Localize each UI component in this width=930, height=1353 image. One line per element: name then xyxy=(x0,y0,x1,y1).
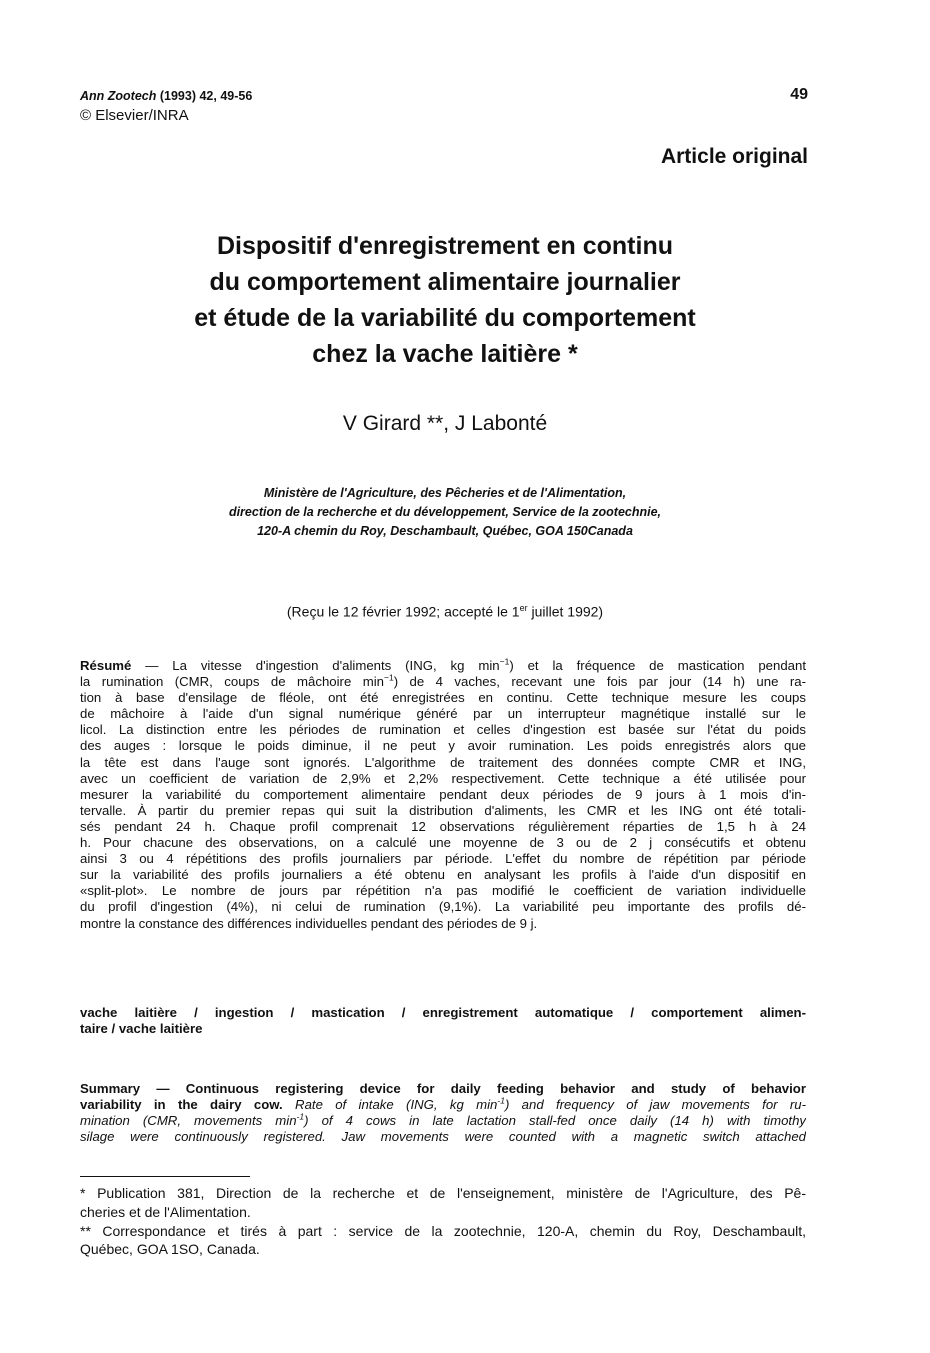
abstract-line: tion à base d'ensilage de fléole, ont été enregistrées en continu. Cette technique mesure les coups xyxy=(80,690,806,706)
summary-text: Jaw movements were counted with a magnetic switch attached xyxy=(325,1129,806,1145)
author-affiliation xyxy=(80,484,810,541)
copyright-notice: © Elsevier/INRA xyxy=(80,107,189,124)
journal-name: Ann Zootech xyxy=(80,89,157,103)
summary-text: silage were continuously registered. xyxy=(80,1129,326,1145)
abstract-line: du profil d'ingestion (4%), ni celui de rumination (9,1%). La variabilité peu importante des profils dé- xyxy=(80,899,806,915)
resume-abstract xyxy=(80,658,806,932)
resume-label: Résumé xyxy=(80,658,132,673)
received-dates xyxy=(80,598,810,622)
summary-text: Rate of intake (ING, kg min xyxy=(282,1097,498,1113)
abstract-text: — La vitesse d'ingestion d'aliments (ING, kg min xyxy=(131,658,500,673)
abstract-line: sur la variabilité des profils journaliers a été obtenu en analysant les profils à l'aide d'un dispositif en xyxy=(80,867,806,883)
affiliation-line: 120-A chemin du Roy, Deschambault, Québec, GOA 150Canada xyxy=(257,524,633,538)
affiliation-line: direction de la recherche et du développement, Service de la zootechnie, xyxy=(228,505,662,519)
page-number: 49 xyxy=(790,86,808,103)
footnote-line: ** Correspondance et tirés à part : service de la zootechnie, 120-A, chemin du Roy, Deschambault, xyxy=(80,1222,806,1239)
abstract-line: la tête est dans l'auge sont ignorés. L'algorithme de traitement des données compte CMR et ING, xyxy=(80,754,806,770)
abstract-line: mesurer la variabilité du comportement alimentaire pendant deux périodes de 9 jours à 1 mois d'in- xyxy=(80,786,806,802)
footnote-line: * Publication 381, Direction de la recherche et de l'enseignement, ministère de l'Agriculture, des Pê- xyxy=(80,1185,806,1201)
keywords-line: vache laitière / ingestion / mastication / enregistrement automatique / comportement alimen- xyxy=(80,1005,806,1020)
summary-text: mination (CMR, movements min xyxy=(80,1113,297,1129)
journal-reference: (1993) 42, 49-56 xyxy=(156,89,253,103)
abstract-line: licol. La distinction entre les périodes de rumination et celles d'ingestion est basée sur l'état du poids xyxy=(80,722,806,738)
summary-title-line: Summary — Continuous registering device for daily feeding behavior and study of behavior xyxy=(80,1081,806,1096)
received-text-end: juillet 1992) xyxy=(527,603,604,620)
abstract-text: ) et la fréquence de mastication pendant xyxy=(509,658,806,673)
abstract-line: tervalle. À partir du premier repas qui suit la distribution d'aliments, les CMR et les ING ont été totali- xyxy=(80,802,806,818)
superscript: −1 xyxy=(499,658,510,667)
footnote-line: cheries et de l'Alimentation. xyxy=(80,1203,251,1220)
summary-line xyxy=(80,1113,806,1129)
footnotes xyxy=(80,1184,806,1259)
summary-text: ) of 4 cows in late lactation stall-fed once daily (14 h) with timothy xyxy=(304,1113,806,1129)
affiliation-line: Ministère de l'Agriculture, des Pêcheries et de l'Alimentation, xyxy=(263,486,627,500)
footnote-line: Québec, GOA 1SO, Canada. xyxy=(80,1241,260,1258)
abstract-line: h. Pour chacune des observations, on a calculé une moyenne de 3 ou de 2 j consécutifs et obtenu xyxy=(80,835,806,851)
article-type-label: Article original xyxy=(660,145,808,168)
author-list: V Girard **, J Labonté xyxy=(342,412,548,435)
abstract-line: avec un coefficient de variation de 2,9% et 2,2% respectivement. Cette technique a été utilisée pour xyxy=(80,770,806,786)
received-text: (Reçu le 12 février 1992; accepté le 1 xyxy=(286,603,520,620)
title-line: chez la vache laitière * xyxy=(312,340,578,368)
summary-title-end: variability in the dairy cow. xyxy=(80,1097,283,1113)
summary-line xyxy=(80,1129,806,1145)
abstract-line: des auges : lorsque le poids diminue, il ne peut y avoir rumination. Les poids enregistrés alors que xyxy=(80,738,806,754)
keywords xyxy=(80,1005,806,1037)
keywords-line: taire / vache laitière xyxy=(80,1021,203,1037)
abstract-text: la rumination (CMR, coups de mâchoire min xyxy=(80,674,384,690)
superscript: −1 xyxy=(383,674,394,683)
footnote-divider xyxy=(80,1176,250,1177)
article-title xyxy=(80,228,810,372)
summary-line xyxy=(80,1097,806,1113)
abstract-line xyxy=(80,658,806,674)
title-line: du comportement alimentaire journalier xyxy=(209,268,681,296)
english-summary xyxy=(80,1081,806,1145)
abstract-line: de mâchoire à l'aide d'un signal numérique généré par un interrupteur magnétique installé sur le xyxy=(80,706,806,722)
abstract-line xyxy=(80,674,806,690)
abstract-line: ainsi 3 ou 4 répétitions des profils journaliers par période. L'effet du nombre de répétition par période xyxy=(80,851,806,867)
title-line: et étude de la variabilité du comportement xyxy=(194,304,696,332)
abstract-line: montre la constance des différences individuelles pendant des périodes de 9 j. xyxy=(80,915,538,931)
abstract-text: ) de 4 vaches, recevant une fois par jour (14 h) une ra- xyxy=(393,674,806,690)
superscript: -1 xyxy=(497,1097,505,1106)
received-superscript: er xyxy=(519,603,528,613)
title-line: Dispositif d'enregistrement en continu xyxy=(217,232,673,260)
superscript: -1 xyxy=(296,1113,305,1122)
abstract-line: sés pendant 24 h. Chaque profil comprenait 12 observations régulièrement réparties de 1,5 h à 24 xyxy=(80,818,806,834)
abstract-line: «split-plot». Le nombre de jours par répétition n'a pas modifié le coefficient de variation individuelle xyxy=(80,883,806,899)
journal-citation xyxy=(80,88,252,104)
summary-text: ) and frequency of jaw movements for ru- xyxy=(504,1097,806,1113)
